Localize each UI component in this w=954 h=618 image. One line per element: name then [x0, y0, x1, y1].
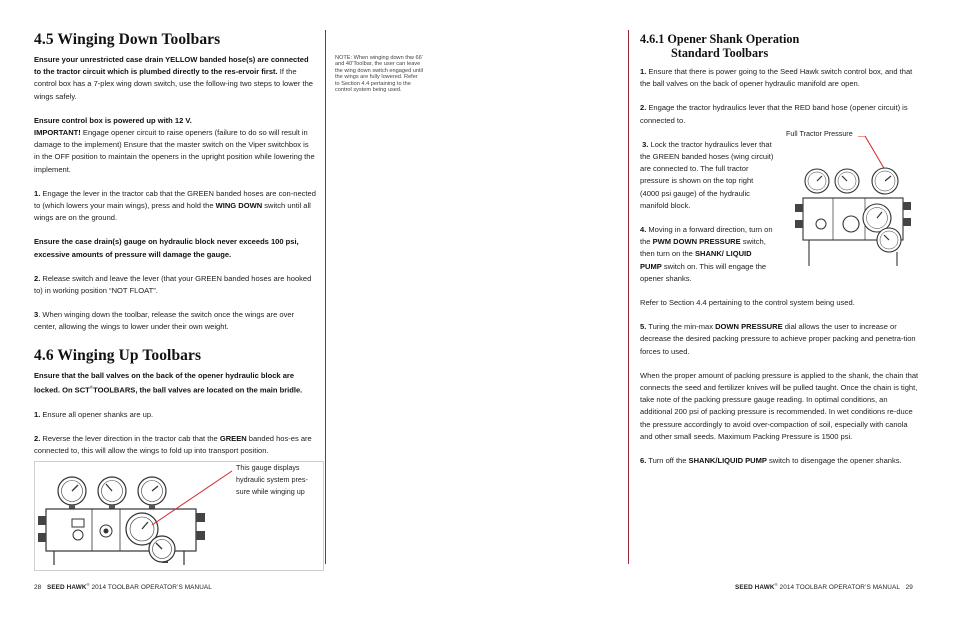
- brand-name: SEED HAWK: [735, 584, 775, 592]
- step-text: Moving in a forward direction, turn on the: [640, 225, 773, 247]
- s45-bold-2: Ensure control box is powered up with 12 V.: [34, 115, 192, 125]
- margin-note: NOTE: When winging down thw 66’ and 40’Toolbar, the user can leave the wing down switch engaged until the wings are fully lowered. Refer to Section 4.4 pertaining to the control system being used.: [335, 55, 424, 94]
- title-line-2: Standard Toolbars: [671, 46, 769, 60]
- r-step-5: [640, 321, 920, 358]
- r-step-2: [640, 102, 920, 126]
- s46-step-1: [34, 409, 316, 421]
- manifold-illustration-right: [785, 136, 920, 276]
- left-column: [34, 31, 316, 457]
- footer-right: [735, 582, 913, 591]
- step-number: 3: [34, 310, 39, 320]
- step-text: Engage the tractor hydraulics lever that the RED band hose (opener circuit) is connected to.: [640, 103, 908, 125]
- footer-left: [34, 582, 212, 591]
- s45-step-1: [34, 188, 316, 225]
- step-number: 1.: [34, 188, 41, 198]
- section-4-5-title: 4.5 Winging Down Toolbars: [34, 31, 221, 48]
- r-paragraph: When the proper amount of packing pressure is applied to the shank, the chain that connects the seed and fertilizer knives will be pulled taught. Once the chain is tight, take note of the packing pressure gauge reading. In optimal conditions, an additional 200 psi of packing pressure is recommended. In wet conditions re-duce the pressure accordingly to avoid over-compaction of soil, especially with canola and other small seeds. Maximum Packing Pressure is 1500 psi.: [640, 370, 919, 441]
- step-text: Release switch and leave the lever (that your GREEN banded hoses are hooked to) in working position “NOT FLOAT”.: [34, 273, 312, 296]
- section-4-6-1-title: [640, 32, 920, 60]
- s45-text-1: If the control box has a 7-plex wing down switch, use the follow-ing two steps to lower the wings safely.: [34, 67, 313, 101]
- registered-mark: ®: [89, 384, 94, 390]
- step-number: 6.: [640, 456, 647, 466]
- step-text: Ensure all opener shanks are up.: [40, 409, 154, 419]
- step-text-tail: switch to disengage the opener shanks.: [766, 456, 902, 466]
- step-text: . When winging down the toolbar, release the switch once the wings are over center, allowing the wings to lower under their own weight.: [34, 310, 295, 332]
- s46-bold-1-tail: TOOLBARS, the ball valves are located on the main bridle.: [93, 385, 303, 395]
- step-text: Reverse the lever direction in the tractor cab that the: [40, 433, 220, 443]
- manual-title: 2014 TOOLBAR OPERATOR’S MANUAL: [777, 584, 900, 592]
- step-bold: WING DOWN: [215, 201, 263, 211]
- s45-step-3: [34, 309, 316, 333]
- step-text: Turn off the: [646, 456, 689, 466]
- s45-step-2: [34, 273, 316, 297]
- r-refer: Refer to Section 4.4 pertaining to the control system being used.: [640, 298, 855, 308]
- gauge-callout: This gauge displays hydraulic system pres-sure while winging up: [236, 463, 308, 496]
- title-line-1: 4.6.1 Opener Shank Operation: [640, 32, 800, 46]
- s45-important: [34, 127, 316, 176]
- step-text: Engage the lever in the tractor cab that the GREEN banded hoses are con-nected to (which lowers your main wings), press and hold the: [34, 188, 316, 211]
- s45-power: [34, 115, 316, 127]
- manual-title: 2014 TOOLBAR OPERATOR’S MANUAL: [89, 584, 212, 592]
- step-number: 2.: [34, 433, 41, 443]
- step-number: 1.: [640, 67, 647, 76]
- step-bold: SHANK/LIQUID PUMP: [688, 456, 767, 466]
- step-text: Turing the min-max: [646, 322, 716, 332]
- registered-mark: ®: [86, 582, 90, 587]
- page-number-right: 29: [905, 584, 913, 592]
- step-number: 5.: [640, 322, 647, 332]
- full-pressure-callout: Full Tractor Pressure: [786, 129, 853, 138]
- step-text-mid: switch, then turn on the: [640, 237, 766, 259]
- r-step-3: [640, 139, 774, 212]
- r-step-6: [640, 455, 920, 467]
- step-text: Lock the tractor hydraulics lever that the GREEN banded hoses (wing circuit) are connected to. The full tractor pressure is shown on the top right (4000 psi gauge) of the hydraulic manifold block.: [640, 139, 774, 210]
- step-bold-1: PWM DOWN PRESSURE: [652, 237, 741, 247]
- s45-warning: [34, 236, 316, 260]
- step-number: 1.: [34, 409, 41, 419]
- section-4-6-title: 4.6 Winging Up Toolbars: [34, 346, 202, 364]
- r-step-1: [640, 66, 920, 90]
- step-text: Ensure that there is power going to the Seed Hawk switch control box, and that the ball valves on the back of opener hydraulic manifold are open.: [640, 67, 913, 89]
- s45-intro: [34, 54, 316, 103]
- step-number: 4.: [640, 225, 647, 235]
- s46-bold-1: Ensure that the ball valves on the back of the opener hydraulic block are locked. On SCT: [34, 370, 295, 395]
- step-text-tail: dial allows the user to increase or decrease the desired packing pressure to achieve proper packing and penetra-tion forces to used.: [640, 322, 916, 356]
- step-bold: DOWN PRESSURE: [715, 322, 783, 332]
- s45-bold-3: Ensure the case drain(s) gauge on hydraulic block never exceeds 100 psi, excessive amounts of pressure will damage the gauge.: [34, 237, 299, 259]
- page-number-left: 28: [34, 584, 42, 592]
- step-number: 2.: [34, 273, 41, 283]
- registered-mark: ®: [774, 582, 778, 587]
- important-text: Engage opener circuit to raise openers (failure to do so will result in damage to the implement) Ensure that the master switch on the Viper switchbox is in the OFF position to maintain the openers in the upright position while lowering the implement.: [34, 128, 315, 174]
- callout-pointer: [865, 136, 885, 170]
- step-text-tail: switch on. This will engage the opener shanks.: [640, 261, 767, 283]
- s45-bold-1: Ensure your unrestricted case drain YELLOW banded hose(s) are connected to the tractor circuit which is plumbed directly to the res-ervoir first.: [34, 55, 309, 77]
- step-text-tail: banded hos-es are connected to, this will allow the wings to fold up into transport position.: [34, 433, 312, 455]
- step-text-tail: switch until all wings are on the ground.: [34, 201, 311, 223]
- r-step-4: [640, 224, 774, 285]
- s46-intro: [34, 370, 316, 397]
- step-bold-2: SHANK/ LIQUID PUMP: [640, 249, 752, 271]
- step-bold: GREEN: [219, 433, 247, 443]
- s46-step-2: [34, 433, 316, 457]
- column-rule-right: [628, 30, 629, 564]
- step-number: 2.: [640, 103, 647, 113]
- brand-name: SEED HAWK: [46, 584, 87, 592]
- column-rule-left: [325, 30, 326, 564]
- step-number: 3.: [642, 139, 649, 149]
- important-label: IMPORTANT!: [34, 128, 81, 138]
